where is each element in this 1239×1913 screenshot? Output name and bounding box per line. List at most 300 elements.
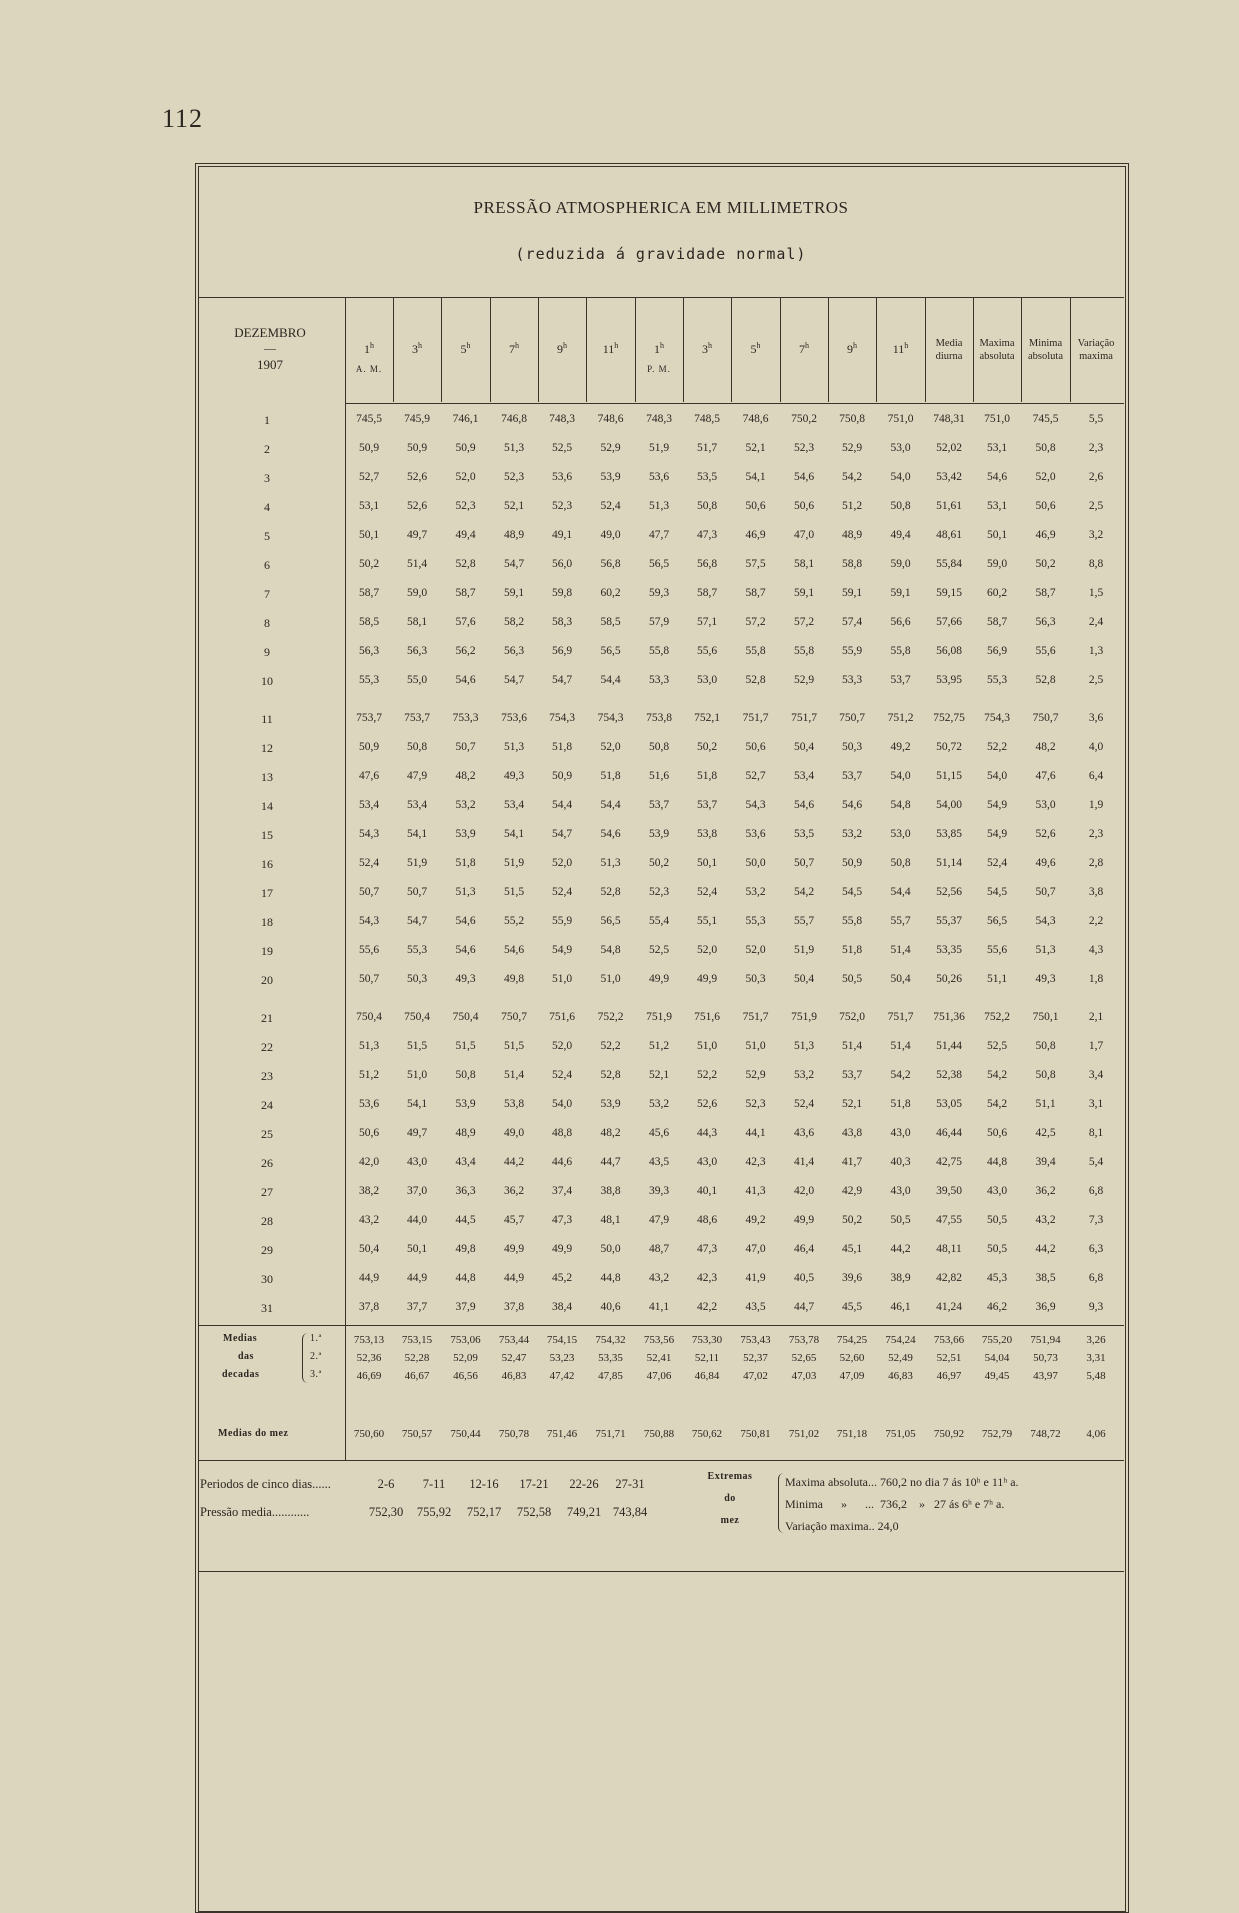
hour-suffix: h (418, 341, 422, 350)
table-cell: 53,7 (841, 770, 863, 782)
table-cell: 46,44 (936, 1127, 962, 1139)
hour-suffix: h (614, 341, 619, 350)
table-cell: 55,9 (841, 645, 863, 657)
decade-cell: 47,03 (791, 1370, 817, 1382)
table-cell: 57,2 (793, 616, 815, 628)
column-rule (780, 297, 781, 402)
decade-ordinal-3: 3.ª (310, 1369, 322, 1380)
table-cell: 3,2 (1088, 529, 1104, 541)
table-cell: 51,7 (696, 442, 718, 454)
table-cell: 51,3 (793, 1040, 815, 1052)
table-cell: 54,8 (600, 944, 621, 956)
decade-cell: 50,73 (1033, 1352, 1058, 1364)
table-cell: 51,4 (890, 1040, 911, 1052)
decades-rule (198, 1325, 1124, 1326)
table-cell: 51,4 (503, 1069, 525, 1081)
table-cell: 51,8 (841, 944, 863, 956)
table-cell: 51,4 (841, 1040, 863, 1052)
day-number: 16 (261, 857, 273, 871)
table-cell: 50,5 (986, 1243, 1008, 1255)
table-cell: 43,8 (841, 1127, 863, 1139)
table-cell: 49,9 (503, 1243, 525, 1255)
table-cell: 50,1 (986, 529, 1008, 541)
table-cell: 58,1 (793, 558, 815, 570)
table-cell: 53,4 (503, 799, 525, 811)
month-mean-cell: 750,92 (933, 1428, 965, 1440)
table-cell: 56,6 (890, 616, 911, 628)
table-cell: 748,3 (646, 413, 672, 425)
table-cell: 54,0 (890, 770, 911, 782)
table-cell: 2,3 (1088, 828, 1104, 840)
table-cell: 58,7 (696, 587, 718, 599)
decade-cell: 47,85 (598, 1370, 623, 1382)
decade-ordinal-1: 1.ª (310, 1333, 322, 1344)
month-mean-cell: 752,79 (981, 1428, 1013, 1440)
header-dash: — (264, 341, 276, 355)
period-range: 17-21 (519, 1477, 549, 1491)
table-cell: 59,3 (648, 587, 670, 599)
table-cell: 54,9 (551, 944, 573, 956)
header-top-rule (198, 297, 1124, 298)
table-cell: 50,8 (890, 857, 911, 869)
table-cell: 748,5 (694, 413, 720, 425)
table-cell: 40,6 (600, 1301, 621, 1313)
decade-cell: 754,15 (546, 1334, 578, 1346)
decade-cell: 5,48 (1086, 1370, 1106, 1382)
table-cell: 53,2 (455, 799, 476, 811)
table-cell: 6,8 (1088, 1185, 1104, 1197)
extremes-label-3: mez (720, 1515, 740, 1526)
table-cell: 55,4 (648, 915, 670, 927)
table-cell: 53,7 (648, 799, 670, 811)
table-cell: 36,2 (1035, 1185, 1056, 1197)
table-cell: 52,4 (551, 886, 573, 898)
table-cell: 51,3 (600, 857, 621, 869)
table-cell: 751,7 (887, 1011, 914, 1023)
table-cell: 58,3 (551, 616, 573, 628)
table-cell: 52,3 (745, 1098, 766, 1110)
table-cell: 1,7 (1088, 1040, 1104, 1052)
table-cell: 751,6 (694, 1011, 720, 1023)
hour-suffix: h (756, 341, 761, 350)
table-cell: 57,5 (745, 558, 766, 570)
table-cell: 1,8 (1088, 973, 1104, 985)
table-cell: 44,9 (358, 1272, 380, 1284)
day-number: 26 (261, 1156, 273, 1170)
header-hour-10: 7$^h$ (799, 341, 809, 356)
day-number: 5 (264, 529, 270, 543)
decade-cell: 751,94 (1030, 1334, 1061, 1346)
table-cell: 37,8 (503, 1301, 525, 1313)
table-cell: 52,3 (455, 500, 476, 512)
decade-cell: 753,78 (788, 1334, 820, 1346)
column-rule (490, 297, 491, 402)
header-minima-absoluta-2: absoluta (1028, 351, 1063, 362)
table-cell: 40,1 (696, 1185, 718, 1197)
month-mean-cell: 4,06 (1086, 1428, 1106, 1440)
decade-cell: 47,09 (839, 1370, 865, 1382)
table-cell: 51,0 (745, 1040, 766, 1052)
table-cell: 50,7 (358, 973, 380, 985)
table-cell: 48,11 (936, 1243, 962, 1255)
table-cell: 51,9 (648, 442, 670, 454)
table-cell: 52,7 (358, 471, 380, 483)
table-cell: 50,8 (696, 500, 718, 512)
month-mean-cell: 751,02 (788, 1428, 820, 1440)
header-minima-absoluta-1: Minima (1028, 338, 1063, 349)
table-cell: 54,4 (600, 799, 621, 811)
table-cell: 48,9 (455, 1127, 476, 1139)
table-cell: 43,2 (648, 1272, 670, 1284)
table-cell: 53,1 (986, 500, 1008, 512)
decade-cell: 43,97 (1033, 1370, 1058, 1382)
table-cell: 752,0 (839, 1011, 865, 1023)
table-cell: 39,50 (936, 1185, 962, 1197)
table-cell: 47,6 (358, 770, 380, 782)
table-cell: 53,3 (841, 674, 863, 686)
table-cell: 55,9 (551, 915, 573, 927)
decade-cell: 46,83 (501, 1370, 527, 1382)
table-cell: 52,6 (406, 500, 428, 512)
table-cell: 52,8 (600, 886, 621, 898)
table-cell: 52,56 (936, 886, 962, 898)
table-cell: 41,4 (793, 1156, 815, 1168)
hour-suffix: h (708, 341, 712, 350)
table-cell: 56,8 (600, 558, 621, 570)
table-cell: 50,1 (358, 529, 380, 541)
table-cell: 746,1 (452, 413, 479, 425)
table-cell: 752,75 (933, 712, 965, 724)
column-rule (925, 297, 926, 402)
month-mean-cell: 750,60 (353, 1428, 385, 1440)
decade-cell: 52,51 (936, 1352, 962, 1364)
table-cell: 53,9 (600, 471, 621, 483)
header-hour-12: 11$^h$ (892, 341, 909, 356)
table-cell: 42,0 (358, 1156, 380, 1168)
table-cell: 42,0 (793, 1185, 815, 1197)
table-cell: 2,2 (1088, 915, 1104, 927)
table-cell: 50,9 (551, 770, 573, 782)
table-cell: 56,5 (600, 645, 621, 657)
decade-cell: 52,28 (404, 1352, 430, 1364)
table-cell: 49,9 (551, 1243, 573, 1255)
table-cell: 50,4 (793, 973, 815, 985)
table-cell: 46,9 (745, 529, 766, 541)
decade-cell: 753,15 (401, 1334, 433, 1346)
table-cell: 3,4 (1088, 1069, 1104, 1081)
month-mean-cell: 750,57 (401, 1428, 433, 1440)
header-hour-5: 9$^h$ (557, 341, 567, 356)
table-cell: 2,3 (1088, 442, 1104, 454)
extreme-maxima: Maxima absoluta... 760,2 no dia 7 ás 10ʰ e 11ʰ a. (785, 1475, 1019, 1489)
table-cell: 43,0 (890, 1185, 911, 1197)
table-cell: 55,3 (986, 674, 1008, 686)
day-number: 2 (264, 442, 270, 456)
table-cell: 59,0 (890, 558, 911, 570)
table-cell: 44,8 (986, 1156, 1008, 1168)
table-cell: 54,6 (455, 944, 476, 956)
table-cell: 56,5 (648, 558, 670, 570)
column-rule (635, 297, 636, 402)
table-cell: 6,3 (1088, 1243, 1104, 1255)
table-cell: 754,3 (597, 712, 624, 724)
table-cell: 50,2 (358, 558, 380, 570)
pressure-label: Pressão media............ (200, 1505, 310, 1519)
table-cell: 50,6 (745, 500, 766, 512)
table-cell: 45,1 (841, 1243, 863, 1255)
table-cell: 48,9 (503, 529, 525, 541)
table-cell: 8,8 (1088, 558, 1104, 570)
table-cell: 52,0 (455, 471, 476, 483)
table-cell: 50,4 (358, 1243, 380, 1255)
header-variacao-maxima-2: maxima (1079, 351, 1113, 362)
table-cell: 50,6 (745, 741, 766, 753)
decade-cell: 753,43 (740, 1334, 771, 1346)
table-cell: 38,9 (890, 1272, 911, 1284)
table-cell: 1,9 (1088, 799, 1104, 811)
column-rule (441, 297, 442, 402)
table-cell: 54,00 (936, 799, 962, 811)
period-pressure: 743,84 (612, 1505, 648, 1519)
table-cell: 50,0 (600, 1243, 621, 1255)
decade-cell: 53,35 (598, 1352, 623, 1364)
decade-cell: 53,23 (549, 1352, 575, 1364)
table-cell: 42,3 (696, 1272, 718, 1284)
table-cell: 54,7 (503, 674, 525, 686)
month-mean-cell: 748,72 (1030, 1428, 1061, 1440)
table-cell: 51,8 (551, 741, 573, 753)
decade-cell: 3,26 (1086, 1334, 1106, 1346)
table-cell: 59,1 (793, 587, 815, 599)
header-month: DEZEMBRO (234, 325, 306, 340)
table-cell: 51,8 (455, 857, 476, 869)
decade-cell: 46,69 (356, 1370, 382, 1382)
table-cell: 41,1 (648, 1301, 670, 1313)
hour-suffix: h (466, 341, 471, 350)
table-cell: 49,2 (890, 741, 911, 753)
table-cell: 38,4 (551, 1301, 573, 1313)
month-mean-cell: 751,18 (836, 1428, 868, 1440)
header-maxima-absoluta-1: Maxima (979, 338, 1015, 349)
table-cell: 751,0 (984, 413, 1010, 425)
decade-cell: 47,06 (646, 1370, 672, 1382)
table-cell: 51,5 (503, 886, 525, 898)
day-number: 4 (264, 500, 270, 514)
table-cell: 51,9 (793, 944, 815, 956)
table-cell: 753,7 (404, 712, 430, 724)
decade-cell: 52,47 (501, 1352, 527, 1364)
table-cell: 59,1 (841, 587, 863, 599)
day-number: 19 (261, 944, 273, 958)
table-cell: 44,0 (406, 1214, 428, 1226)
table-cell: 748,6 (742, 413, 769, 425)
day-number: 1 (264, 413, 270, 427)
table-cell: 745,5 (1032, 413, 1059, 425)
table-cell: 51,2 (648, 1040, 670, 1052)
table-cell: 58,2 (503, 616, 525, 628)
table-cell: 55,8 (648, 645, 670, 657)
table-cell: 53,4 (406, 799, 428, 811)
table-cell: 53,2 (793, 1069, 815, 1081)
table-cell: 50,2 (841, 1214, 863, 1226)
table-cell: 52,6 (406, 471, 428, 483)
table-cell: 44,6 (551, 1156, 573, 1168)
table-cell: 54,6 (986, 471, 1008, 483)
table-cell: 56,2 (455, 645, 476, 657)
periods-label: Periodos de cinco dias...... (200, 1477, 331, 1491)
table-cell: 48,7 (648, 1243, 670, 1255)
table-cell: 55,8 (841, 915, 863, 927)
table-cell: 55,8 (793, 645, 815, 657)
decade-cell: 47,42 (549, 1370, 575, 1382)
table-cell: 59,1 (503, 587, 525, 599)
column-rule (828, 297, 829, 402)
table-cell: 751,36 (933, 1011, 965, 1023)
table-cell: 47,6 (1035, 770, 1056, 782)
table-cell: 50,1 (696, 857, 718, 869)
table-cell: 39,3 (648, 1185, 670, 1197)
table-cell: 51,3 (455, 886, 476, 898)
table-cell: 57,6 (455, 616, 476, 628)
decade-cell: 52,37 (743, 1352, 768, 1364)
decade-cell: 52,09 (453, 1352, 478, 1364)
table-cell: 50,2 (696, 741, 718, 753)
table-cell: 55,3 (745, 915, 766, 927)
table-cell: 36,2 (503, 1185, 525, 1197)
table-cell: 58,8 (841, 558, 863, 570)
table-cell: 748,31 (933, 413, 965, 425)
table-cell: 52,3 (551, 500, 573, 512)
header-hour-2: 3$^h$ (412, 341, 422, 356)
table-cell: 56,0 (551, 558, 573, 570)
table-cell: 55,8 (745, 645, 766, 657)
table-cell: 53,8 (503, 1098, 525, 1110)
table-cell: 47,3 (696, 529, 718, 541)
table-cell: 54,4 (890, 886, 911, 898)
table-cell: 53,6 (358, 1098, 380, 1110)
table-cell: 52,5 (551, 442, 573, 454)
day-number: 9 (264, 645, 270, 659)
table-cell: 39,6 (841, 1272, 863, 1284)
header-hour-8: 3$^h$ (702, 341, 712, 356)
table-cell: 752,2 (984, 1011, 1010, 1023)
table-cell: 52,4 (793, 1098, 815, 1110)
table-cell: 47,9 (406, 770, 428, 782)
period-pressure: 755,92 (416, 1505, 452, 1519)
header-year: 1907 (257, 357, 283, 372)
table-cell: 48,2 (1035, 741, 1056, 753)
table-cell: 50,4 (793, 741, 815, 753)
table-cell: 53,2 (648, 1098, 670, 1110)
table-cell: 58,7 (358, 587, 380, 599)
table-cell: 46,2 (986, 1301, 1008, 1313)
table-cell: 752,1 (694, 712, 720, 724)
table-cell: 52,8 (455, 558, 476, 570)
table-cell: 45,2 (551, 1272, 573, 1284)
table-cell: 42,82 (936, 1272, 962, 1284)
table-cell: 55,1 (696, 915, 718, 927)
table-cell: 1,5 (1088, 587, 1104, 599)
table-cell: 745,5 (356, 413, 382, 425)
table-cell: 750,7 (501, 1011, 527, 1023)
table-cell: 50,3 (406, 973, 428, 985)
table-cell: 58,7 (1035, 587, 1056, 599)
period-range: 27-31 (615, 1477, 645, 1491)
table-cell: 58,1 (406, 616, 428, 628)
table-cell: 52,38 (936, 1069, 962, 1081)
table-cell: 50,1 (406, 1243, 428, 1255)
table-cell: 49,8 (455, 1243, 476, 1255)
decade-cell: 49,45 (984, 1370, 1010, 1382)
table-cell: 56,5 (600, 915, 621, 927)
table-cell: 751,7 (791, 712, 817, 724)
table-cell: 56,3 (1035, 616, 1056, 628)
table-cell: 56,8 (696, 558, 718, 570)
table-cell: 53,95 (936, 674, 962, 686)
column-rule (683, 297, 684, 402)
table-cell: 51,15 (936, 770, 962, 782)
extremes-brace (778, 1473, 784, 1533)
table-cell: 50,8 (1035, 442, 1056, 454)
table-cell: 58,7 (455, 587, 476, 599)
table-cell: 54,3 (358, 915, 380, 927)
table-cell: 748,6 (597, 413, 624, 425)
month-mean-cell: 750,62 (691, 1428, 723, 1440)
table-cell: 54,0 (890, 471, 911, 483)
table-cell: 52,3 (648, 886, 670, 898)
table-cell: 44,8 (455, 1272, 476, 1284)
month-mean-cell: 750,44 (450, 1428, 481, 1440)
extremes-label-1: Extremas (707, 1471, 753, 1482)
table-cell: 47,0 (793, 529, 815, 541)
table-cell: 52,0 (696, 944, 718, 956)
table-subtitle: (reduzida á gravidade normal) (515, 245, 807, 263)
table-cell: 37,9 (455, 1301, 476, 1313)
table-cell: 49,3 (1035, 973, 1056, 985)
table-cell: 51,4 (406, 558, 428, 570)
footer-bottom-rule (198, 1571, 1124, 1572)
day-number: 30 (261, 1272, 273, 1286)
table-cell: 50,8 (406, 741, 428, 753)
decade-cell: 755,20 (981, 1334, 1013, 1346)
table-cell: 56,08 (936, 645, 962, 657)
table-cell: 750,2 (791, 413, 817, 425)
decade-cell: 47,02 (743, 1370, 768, 1382)
table-cell: 58,5 (600, 616, 621, 628)
table-cell: 53,9 (455, 828, 476, 840)
day-number: 28 (261, 1214, 273, 1228)
decades-label-2: das (238, 1351, 254, 1362)
table-cell: 54,4 (600, 674, 621, 686)
header-hour-11: 9$^h$ (847, 341, 857, 356)
table-cell: 59,15 (936, 587, 962, 599)
table-cell: 51,8 (600, 770, 621, 782)
table-cell: 51,9 (406, 857, 428, 869)
footer-top-rule (198, 1460, 1124, 1461)
table-cell: 51,2 (841, 500, 863, 512)
table-cell: 41,3 (745, 1185, 766, 1197)
table-cell: 49,3 (503, 770, 525, 782)
table-cell: 52,4 (986, 857, 1008, 869)
decade-cell: 753,44 (498, 1334, 530, 1346)
decade-cell: 52,41 (646, 1352, 672, 1364)
table-cell: 51,0 (600, 973, 621, 985)
table-cell: 49,6 (1035, 857, 1056, 869)
day-number: 25 (261, 1127, 273, 1141)
table-cell: 50,2 (1035, 558, 1056, 570)
column-rule (1070, 297, 1071, 402)
table-cell: 51,4 (890, 944, 911, 956)
